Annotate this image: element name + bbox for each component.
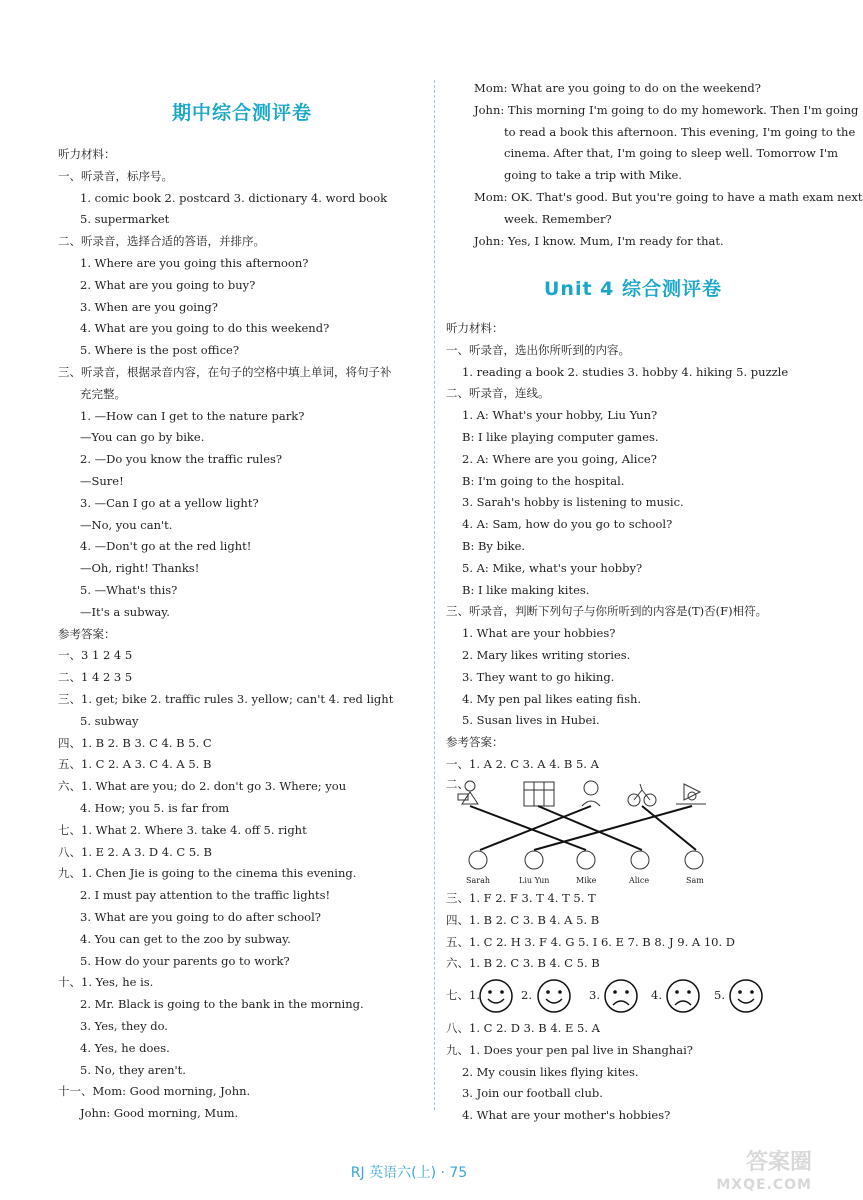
column-divider (434, 80, 435, 1110)
text-line: 三、听录音，判断下列句子与你所听到的内容是(T)否(F)相符。 (446, 604, 768, 619)
text-line: 三、1. F 2. F 3. T 4. T 5. T (446, 891, 596, 905)
text-line: 2. Mr. Black is going to the bank in the morning. (80, 997, 364, 1012)
reading-icon (458, 781, 478, 804)
text-line: 5. supermarket (80, 212, 170, 227)
text-line: 七、1. What 2. Where 3. take 4. off 5. right (58, 822, 307, 837)
text-line: going to take a trip with Mike. (504, 168, 682, 183)
frown-face-icon (665, 978, 701, 1014)
matching-figure (456, 776, 726, 892)
text-line: John: Good morning, Mum. (80, 1106, 239, 1121)
text-line: 5. Where is the post office? (80, 343, 239, 358)
sarah-face-icon (469, 851, 487, 869)
text-line: 十、1. Yes, he is. (58, 975, 154, 990)
text-line: 4. Yes, he does. (80, 1040, 170, 1055)
text-line: —Oh, right! Thanks! (80, 561, 200, 576)
text-line: 2. My cousin likes flying kites. (462, 1064, 639, 1079)
text-line: 十一、Mom: Good morning, John. (58, 1084, 251, 1099)
text-line: 5. Susan lives in Hubei. (462, 713, 600, 728)
liuyun-face-icon (525, 851, 543, 869)
text-line: cinema. After that, I'm going to sleep well. Tomorrow I'm (504, 146, 839, 161)
sam-face-icon (685, 851, 703, 869)
text-line: 九、1. Does your pen pal live in Shanghai? (446, 1042, 693, 1057)
text-line: 2. —Do you know the traffic rules? (80, 452, 283, 467)
text-line: 5. How do your parents go to work? (80, 953, 290, 968)
text-line: 三、1. get; bike 2. traffic rules 3. yellow; can't 4. red light (58, 692, 394, 706)
text-line: 六、1. What are you; do 2. don't go 3. Where; you (58, 779, 347, 794)
text-line: 八、1. C 2. D 3. B 4. E 5. A (446, 1021, 600, 1035)
faces-prefix: 七、1. (446, 988, 480, 1002)
text-line: Mom: What are you going to do on the weekend? (474, 81, 761, 95)
frown-face-icon (603, 978, 639, 1014)
text-line: 五、1. C 2. A 3. C 4. A 5. B (58, 757, 212, 772)
text-line: 4. —Don't go at the red light! (80, 539, 252, 554)
text-line: to read a book this afternoon. This evening, I'm going to the (504, 124, 856, 139)
text-line: 六、1. B 2. C 3. B 4. C 5. B (446, 956, 600, 971)
text-line: 3. —Can I go at a yellow light? (80, 495, 259, 510)
text-line: 5. —What's this? (80, 583, 178, 597)
watermark-logo: 答案圈 MXQE.COM (716, 1150, 812, 1193)
text-line: 一、1. A 2. C 3. A 4. B 5. A (446, 757, 599, 771)
text-line: 九、1. Chen Jie is going to the cinema this evening. (58, 866, 357, 881)
text-line: 一、听录音，标序号。 (58, 168, 173, 183)
text-line: 3. They want to go hiking. (462, 669, 615, 684)
text-line: 4. A: Sam, how do you go to school? (462, 517, 673, 532)
match-section-label: 二、 (446, 777, 469, 791)
faces-label: 5. (714, 988, 725, 1002)
text-line: 1. What are your hobbies? (462, 626, 616, 641)
text-line: B: I'm going to the hospital. (462, 473, 625, 488)
text-line: John: This morning I'm going to do my homework. Then I'm going (474, 102, 859, 117)
text-line: 二、1 4 2 3 5 (58, 670, 133, 685)
text-line: 四、1. B 2. C 3. B 4. A 5. B (446, 912, 600, 927)
text-line: 4. You can get to the zoo by subway. (80, 931, 291, 946)
text-line: 4. What are your mother's hobbies? (462, 1108, 671, 1123)
text-line: Mom: OK. That's good. But you're going to have a math exam next (474, 190, 863, 204)
text-line: 四、1. B 2. B 3. C 4. B 5. C (58, 735, 212, 750)
page-footer: RJ 英语六(上) · 75 (350, 1165, 468, 1181)
text-line: 五、1. C 2. H 3. F 4. G 5. I 6. E 7. B 8. J 9. A 10. D (446, 934, 736, 949)
faces-label: 4. (651, 988, 662, 1002)
smile-face-icon (536, 978, 572, 1014)
text-line: 3. Sarah's hobby is listening to music. (462, 495, 684, 510)
text-line: 听力材料： (58, 147, 116, 161)
text-line: 2. What are you going to buy? (80, 277, 256, 292)
text-line: B: By bike. (462, 539, 526, 553)
text-line: 三、听录音，根据录音内容，在句子的空格中填上单词，将句子补 (58, 365, 392, 379)
text-line: —Sure! (80, 474, 124, 488)
text-line: 2. I must pay attention to the traffic lights! (80, 888, 331, 903)
text-line: 1. comic book 2. postcard 3. dictionary 4. word book (80, 190, 388, 205)
kite-making-icon (676, 784, 706, 804)
music-girl-icon (582, 781, 600, 806)
text-line: 1. —How can I get to the nature park? (80, 408, 305, 423)
text-line: 4. How; you 5. is far from (80, 801, 230, 815)
text-line: 3. What are you going to do after school? (80, 910, 321, 924)
text-line: 3. Yes, they do. (80, 1019, 168, 1033)
text-line: 5. No, they aren't. (80, 1062, 186, 1077)
person-label: Mike (576, 876, 597, 885)
text-line: 二、听录音，连线。 (446, 386, 550, 401)
text-line: 1. reading a book 2. studies 3. hobby 4. hiking 5. puzzle (462, 364, 789, 379)
text-line: week. Remember? (504, 211, 612, 226)
person-label: Sarah (466, 876, 490, 885)
text-line: 参考答案： (58, 626, 116, 641)
text-line: 4. My pen pal likes eating fish. (462, 691, 642, 706)
alice-face-icon (631, 851, 649, 869)
text-line: —You can go by bike. (80, 430, 205, 445)
text-line: 八、1. E 2. A 3. D 4. C 5. B (58, 844, 212, 859)
text-line: 4. What are you going to do this weekend? (80, 321, 330, 336)
text-line: 1. A: What's your hobby, Liu Yun? (462, 408, 658, 423)
text-line: 2. Mary likes writing stories. (462, 648, 631, 662)
text-line: John: Yes, I know. Mum, I'm ready for that. (474, 233, 724, 248)
text-line: 参考答案： (446, 735, 504, 750)
text-line: —It's a subway. (80, 604, 170, 619)
text-line: 一、听录音，选出你所听到的内容。 (446, 342, 630, 357)
person-label: Liu Yun (519, 876, 550, 885)
text-line: 3. When are you going? (80, 299, 218, 314)
text-line: 5. A: Mike, what's your hobby? (462, 560, 643, 575)
text-line: B: I like making kites. (462, 582, 590, 597)
faces-label: 3. (589, 988, 600, 1002)
text-line: 听力材料： (446, 321, 504, 335)
faces-label: 2. (521, 988, 532, 1002)
bike-icon (628, 784, 656, 806)
person-label: Alice (629, 876, 650, 885)
text-line: 5. subway (80, 713, 139, 728)
text-line: 1. Where are you going this afternoon? (80, 256, 309, 270)
text-line: 一、3 1 2 4 5 (58, 648, 133, 663)
smile-face-icon (478, 978, 514, 1014)
text-line: 3. Join our football club. (462, 1086, 603, 1101)
page-title-midterm: 期中综合测评卷 (172, 102, 313, 124)
page-title-unit4: Unit 4 综合测评卷 (544, 278, 722, 300)
mike-face-icon (577, 851, 595, 869)
text-line: —No, you can't. (80, 517, 173, 532)
text-line: 2. A: Where are you going, Alice? (462, 451, 657, 466)
text-line: 二、听录音，选择合适的答语，并排序。 (58, 234, 265, 249)
text-line: 充完整。 (80, 386, 126, 401)
smile-face-icon (728, 978, 764, 1014)
person-label: Sam (686, 876, 704, 885)
text-line: B: I like playing computer games. (462, 430, 659, 444)
hospital-icon (524, 782, 554, 806)
